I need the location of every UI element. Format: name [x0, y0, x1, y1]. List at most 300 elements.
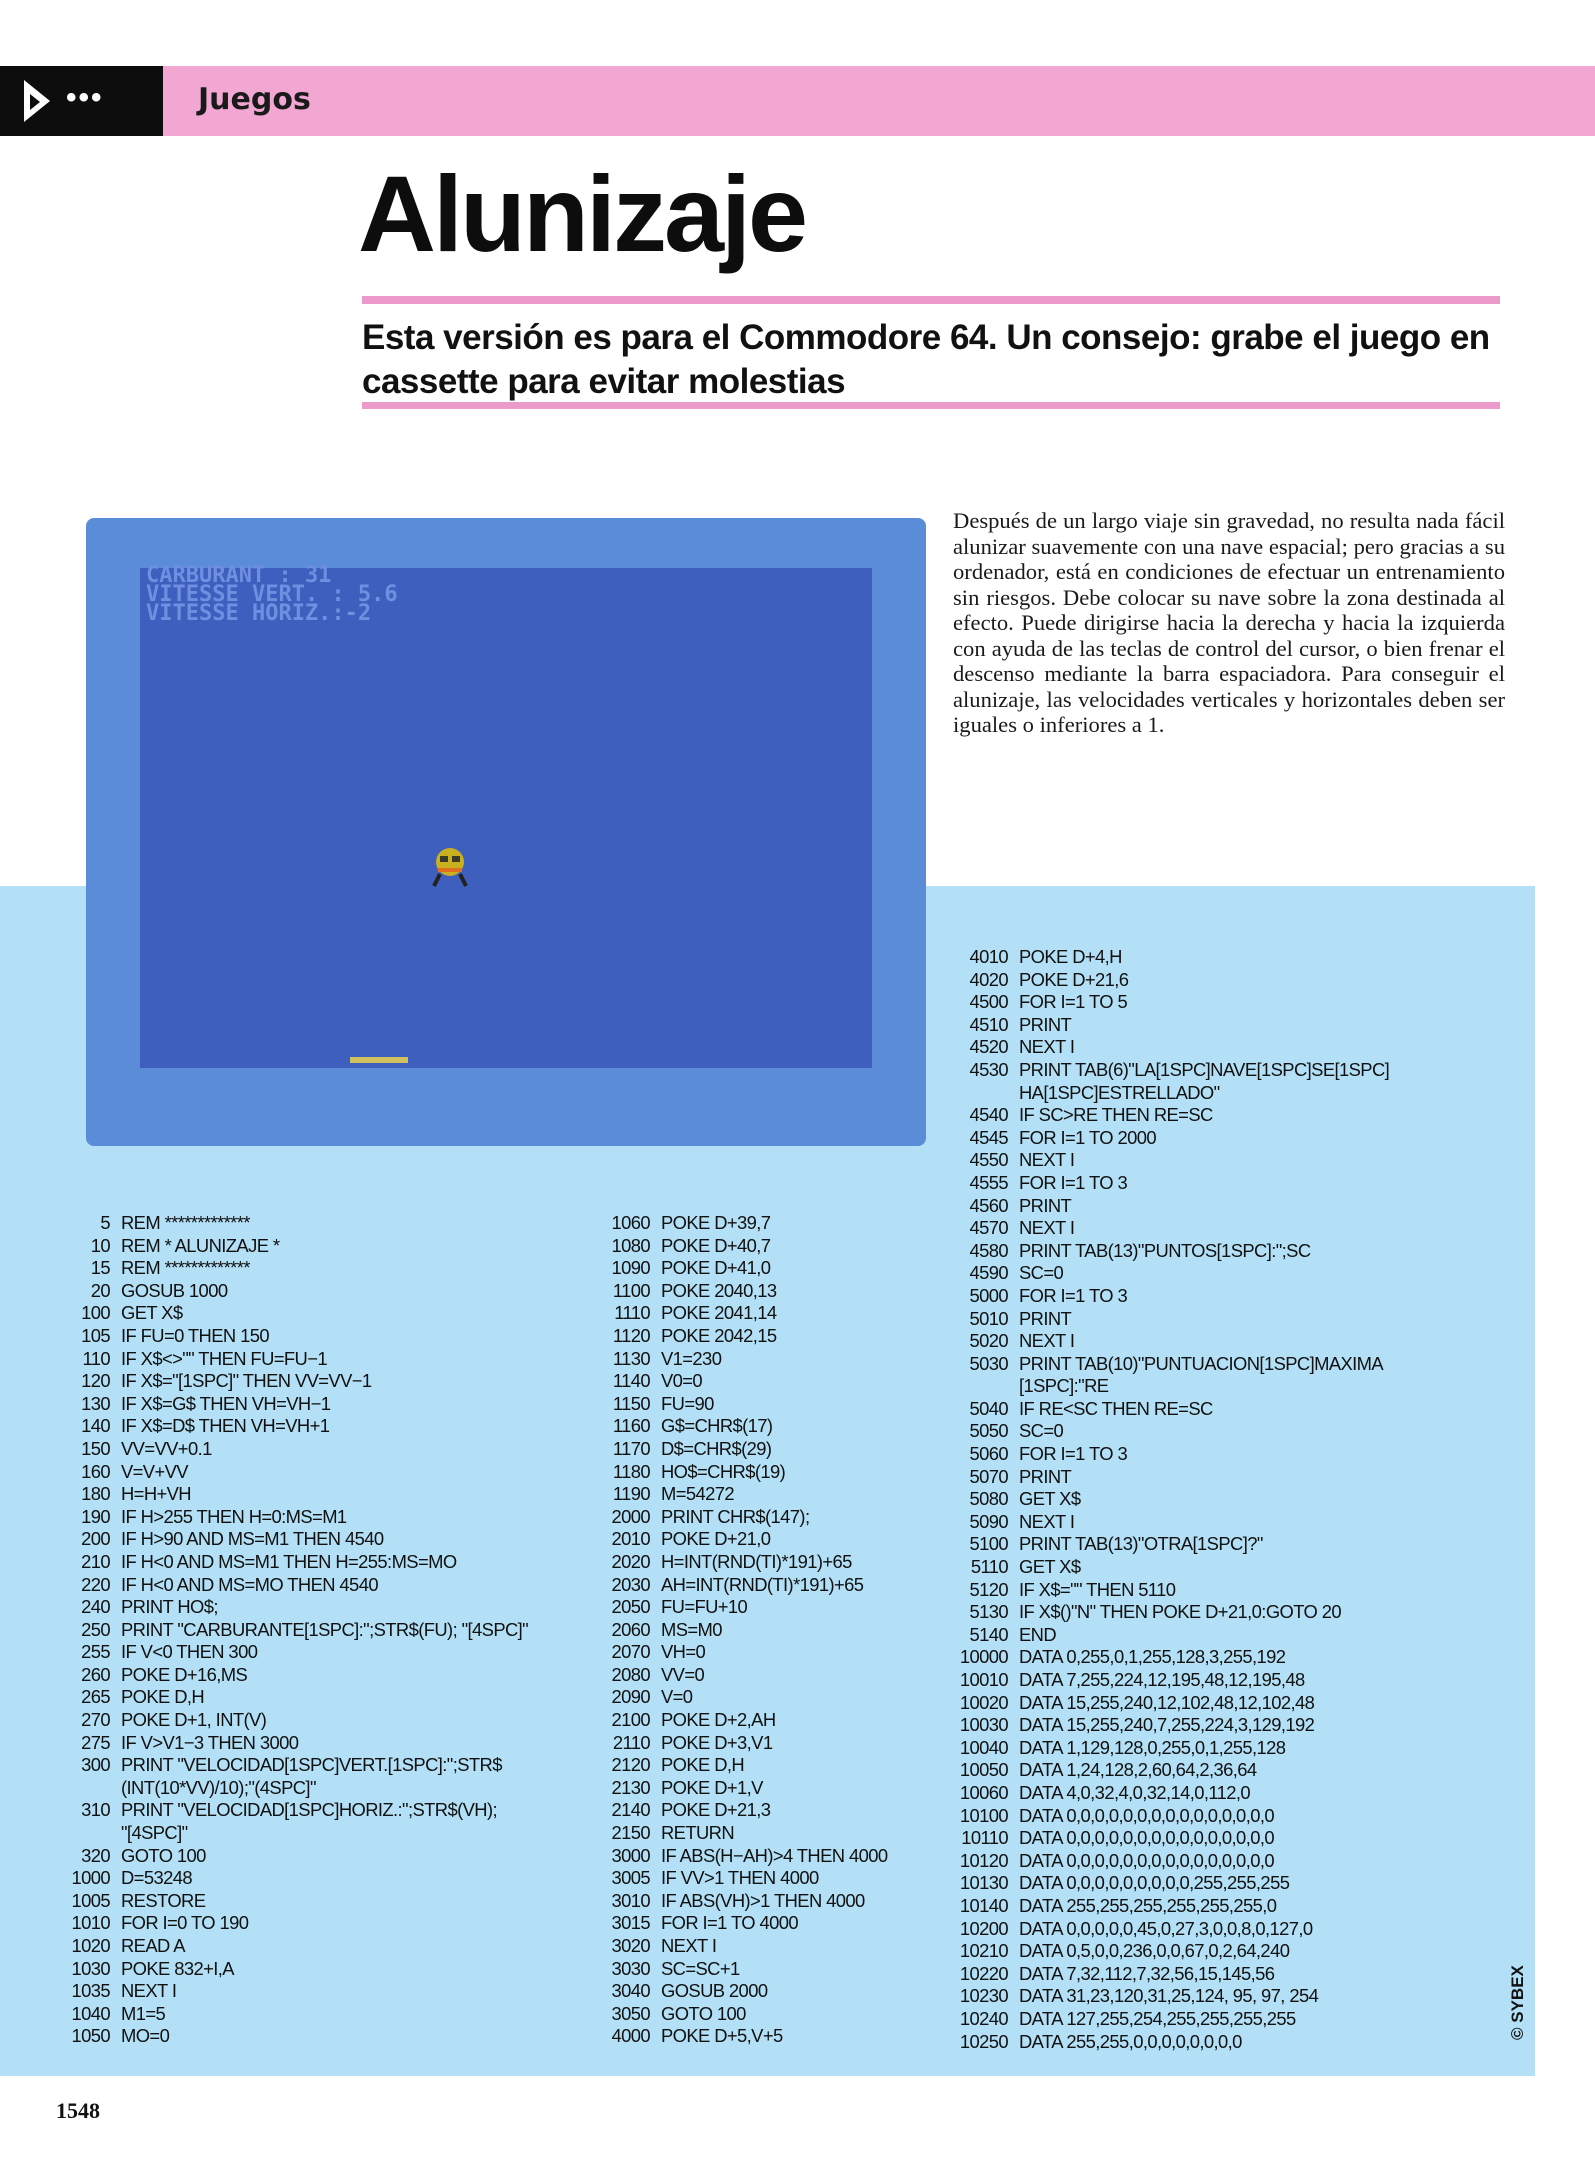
line-code: G$=CHR$(17) — [661, 1415, 773, 1437]
line-number: 10010 — [959, 1669, 1008, 1690]
line-number: 10200 — [959, 1917, 1008, 1939]
line-code: DATA 15,255,240,7,255,224,3,129,192 — [1019, 1714, 1315, 1736]
line-code: PRINT CHR$(147); — [661, 1505, 810, 1527]
code-line — [0, 1714, 1389, 1737]
line-number: 1050 — [71, 2025, 110, 2047]
line-code: POKE D+41,0 — [661, 1257, 771, 1279]
line-code: IF RE<SC THEN RE=SC — [1019, 1397, 1213, 1419]
code-line — [0, 1872, 1389, 1895]
line-number: 10000 — [959, 1646, 1008, 1668]
line-number: 1060 — [611, 1212, 650, 1233]
line-code: SC=0 — [1019, 1262, 1064, 1284]
line-code: NEXT I — [1019, 1036, 1075, 1058]
copyright-note: © SYBEX — [1508, 1965, 1527, 2040]
lander-icon — [426, 842, 474, 890]
line-number: 150 — [81, 1437, 110, 1459]
line-number: 5060 — [969, 1443, 1008, 1465]
line-number: 2140 — [611, 1799, 650, 1821]
line-number: 5 — [100, 1212, 110, 1233]
line-number: 120 — [81, 1370, 110, 1392]
line-code: GET X$ — [121, 1302, 183, 1324]
code-line — [0, 2008, 1389, 2031]
line-code: POKE 2040,13 — [661, 1279, 777, 1301]
line-code: NEXT I — [121, 1980, 177, 2002]
line-code: GOTO 100 — [661, 2002, 746, 2024]
code-line — [0, 1488, 1389, 1511]
line-code: POKE D+21,3 — [661, 1799, 771, 1821]
code-line — [0, 1082, 1389, 1105]
line-code: END — [1019, 1623, 1057, 1645]
line-number: 3030 — [611, 1957, 650, 1979]
line-code: FU=90 — [661, 1392, 714, 1414]
line-code: PRINT TAB(6)"LA[1SPC]NAVE[1SPC]SE[1SPC] — [1019, 1058, 1390, 1080]
code-line — [0, 1104, 1389, 1127]
line-code: DATA 0,255,0,1,255,128,3,255,192 — [1019, 1646, 1286, 1668]
code-line — [0, 1805, 1389, 1828]
article-title: Alunizaje — [358, 153, 806, 274]
line-number: 2100 — [611, 1709, 650, 1731]
line-code: IF VV>1 THEN 4000 — [661, 1867, 819, 1889]
line-number: 4550 — [969, 1149, 1008, 1171]
line-code: PRINT TAB(10)"PUNTUACION[1SPC]MAXIMA — [1019, 1352, 1384, 1374]
line-number: 1040 — [71, 2002, 110, 2024]
line-code: PRINT "CARBURANTE[1SPC]:";STR$(FU); "[4SPC]" — [121, 1618, 529, 1640]
line-number: 220 — [81, 1573, 110, 1595]
line-code: (INT(10*VV)/10);"(4SPC]" — [121, 1776, 316, 1798]
code-line — [0, 1624, 1389, 1647]
line-number: 4545 — [969, 1126, 1008, 1148]
line-code: DATA 7,32,112,7,32,56,15,145,56 — [1019, 1962, 1275, 1984]
line-number: 4560 — [969, 1194, 1008, 1216]
line-number: 4510 — [969, 1013, 1008, 1035]
line-number: 3050 — [611, 2002, 650, 2024]
line-number: 140 — [81, 1415, 110, 1437]
intro-paragraph: Después de un largo viaje sin gravedad, no resulta nada fácil alunizar suavemente con una nave espacial; pero gracias a su ordenador, está en condiciones de efectuar un entrenamiento sin riesgos. Debe colocar su nave sobre la zona destinada al efecto. Puede dirigirse hacia la derecha y hacia la izquierda con ayuda de las teclas de control del cursor, o bien frenar el descenso mediante la barra espaciadora. Para conseguir el alunizaje, las velocidades verticales y horizontales deben ser iguales o inferiores a 1. — [953, 508, 1505, 737]
line-code: MS=M0 — [661, 1618, 722, 1640]
line-code: MO=0 — [121, 2025, 170, 2047]
line-code: NEXT I — [1019, 1149, 1075, 1171]
line-number: 5030 — [969, 1352, 1008, 1374]
line-code: POKE D,H — [661, 1754, 745, 1776]
line-number: 4555 — [969, 1171, 1008, 1193]
code-line — [0, 1240, 1389, 1263]
line-number: 1000 — [71, 1867, 110, 1889]
line-number: 4570 — [969, 1217, 1008, 1239]
line-number: 2030 — [611, 1573, 650, 1595]
line-code: IF ABS(VH)>1 THEN 4000 — [661, 1889, 865, 1911]
line-number: 160 — [81, 1460, 110, 1482]
code-line — [0, 1308, 1389, 1331]
line-number: 2110 — [612, 1731, 650, 1753]
line-number: 1180 — [612, 1460, 650, 1482]
line-number: 2120 — [611, 1754, 650, 1776]
line-code: PRINT — [1019, 1465, 1072, 1487]
line-code: IF X$="[1SPC]" THEN VV=VV−1 — [121, 1370, 372, 1392]
code-line — [0, 1059, 1389, 1082]
code-line — [0, 1330, 1389, 1353]
line-code: DATA 7,255,224,12,195,48,12,195,48 — [1019, 1669, 1305, 1690]
line-code: POKE 2042,15 — [661, 1324, 777, 1346]
line-code: HA[1SPC]ESTRELLADO" — [1019, 1081, 1220, 1103]
line-code: POKE D+21,6 — [1019, 968, 1129, 990]
hud-fuel: CARBURANT : 31 — [146, 563, 332, 588]
line-code: IF SC>RE THEN RE=SC — [1019, 1104, 1213, 1126]
line-code: DATA 255,255,255,255,255,255,0 — [1019, 1894, 1277, 1916]
line-number: 1080 — [611, 1234, 650, 1256]
line-number: 10250 — [959, 2030, 1008, 2052]
line-code: GET X$ — [1019, 1488, 1081, 1510]
code-line — [0, 1285, 1389, 1308]
line-code: V0=0 — [661, 1370, 703, 1392]
line-code: D=53248 — [121, 1867, 192, 1889]
line-code: POKE D+5,V+5 — [661, 2025, 783, 2047]
line-code: FOR I=1 TO 3 — [1019, 1171, 1128, 1193]
line-number: 2060 — [611, 1618, 650, 1640]
code-line — [0, 1556, 1389, 1579]
line-code: IF X$=G$ THEN VH=VH−1 — [121, 1392, 331, 1414]
page-number: 1548 — [56, 2098, 100, 2123]
line-number: 4580 — [969, 1239, 1008, 1261]
line-code: [1SPC]:"RE — [1019, 1375, 1109, 1397]
line-code: IF H>90 AND MS=M1 THEN 4540 — [121, 1528, 384, 1550]
line-number: 5040 — [969, 1397, 1008, 1419]
line-code: PRINT HO$; — [121, 1596, 218, 1618]
line-number: 4500 — [969, 991, 1008, 1013]
line-code: POKE D+21,0 — [661, 1528, 771, 1550]
line-number: 210 — [81, 1550, 110, 1572]
line-code: AH=INT(RND(TI)*191)+65 — [661, 1573, 864, 1595]
line-code: PRINT TAB(13)"OTRA[1SPC]?" — [1019, 1533, 1263, 1555]
line-number: 5070 — [969, 1465, 1008, 1487]
hud-horizontal-speed: VITESSE HORIZ.:-2 — [146, 601, 372, 626]
line-number: 4540 — [969, 1104, 1008, 1126]
line-number: 10130 — [959, 1872, 1008, 1894]
line-code: REM ************* — [121, 1257, 250, 1279]
lander-band — [438, 868, 462, 872]
code-line — [0, 1036, 1389, 1059]
line-code: H=H+VH — [121, 1483, 191, 1505]
line-number: 2050 — [611, 1596, 650, 1618]
code-line — [0, 946, 1389, 969]
line-code: IF V>V1−3 THEN 3000 — [121, 1731, 299, 1753]
line-number: 10120 — [959, 1849, 1008, 1871]
line-code: NEXT I — [1019, 1330, 1075, 1352]
line-number: 5100 — [969, 1533, 1008, 1555]
line-code: V=V+VV — [121, 1460, 188, 1482]
line-code: DATA 255,255,0,0,0,0,0,0,0,0 — [1019, 2030, 1242, 2052]
line-code: DATA 0,0,0,0,0,0,0,0,0,255,255,255 — [1019, 1872, 1290, 1894]
line-code: POKE D+1, INT(V) — [121, 1709, 267, 1731]
arrow-icon-notch — [30, 94, 40, 110]
line-number: 15 — [90, 1257, 110, 1279]
line-number: 10220 — [959, 1962, 1008, 1984]
line-code: VV=0 — [661, 1663, 705, 1685]
code-line — [0, 1963, 1389, 1986]
line-code: DATA 0,5,0,0,236,0,0,67,0,2,64,240 — [1019, 1940, 1290, 1962]
line-number: 4590 — [969, 1262, 1008, 1284]
line-code: FOR I=1 TO 5 — [1019, 991, 1128, 1013]
line-code: IF H<0 AND MS=M1 THEN H=255:MS=MO — [121, 1550, 457, 1572]
listing-column-3 — [0, 946, 1389, 2053]
line-number: 5000 — [969, 1284, 1008, 1306]
line-code: DATA 0,0,0,0,0,0,0,0,0,0,0,0,0,0,0 — [1019, 1804, 1274, 1826]
line-number: 1160 — [612, 1415, 650, 1437]
line-number: 4010 — [969, 946, 1008, 967]
line-code: IF X$=D$ THEN VH=VH+1 — [121, 1415, 330, 1437]
line-code: PRINT "VELOCIDAD[1SPC]VERT.[1SPC]:";STR$ — [121, 1754, 502, 1776]
line-number: 5090 — [969, 1510, 1008, 1532]
line-code: POKE D+4,H — [1019, 946, 1122, 967]
code-line — [0, 1692, 1389, 1715]
line-number: 255 — [81, 1641, 110, 1663]
line-number: 1030 — [71, 1957, 110, 1979]
line-code: PRINT — [1019, 1307, 1072, 1329]
line-code: RESTORE — [121, 1889, 206, 1911]
line-number: 10030 — [959, 1714, 1008, 1736]
line-number: 10050 — [959, 1759, 1008, 1781]
line-number: 240 — [81, 1596, 110, 1618]
line-number: 180 — [81, 1483, 110, 1505]
lander-window-left — [440, 856, 448, 862]
code-line — [0, 1918, 1389, 1941]
line-number: 3015 — [611, 1912, 650, 1934]
line-number: 190 — [81, 1505, 110, 1527]
code-line — [0, 1172, 1389, 1195]
line-number: 3040 — [611, 1980, 650, 2002]
code-line — [0, 1262, 1389, 1285]
line-number: 4520 — [969, 1036, 1008, 1058]
line-number: 3005 — [611, 1867, 650, 1889]
line-code: PRINT — [1019, 1013, 1072, 1035]
line-number: 1090 — [611, 1257, 650, 1279]
code-line — [0, 1669, 1389, 1692]
line-number: 10020 — [959, 1691, 1008, 1713]
line-number: 4530 — [969, 1058, 1008, 1080]
line-code: GET X$ — [1019, 1556, 1081, 1578]
line-number: 1010 — [71, 1912, 110, 1934]
line-code: VV=VV+0.1 — [121, 1437, 212, 1459]
line-number: 2000 — [611, 1505, 650, 1527]
line-number: 265 — [81, 1686, 110, 1708]
line-code: FOR I=1 TO 3 — [1019, 1443, 1128, 1465]
line-code: PRINT — [1019, 1194, 1072, 1216]
line-number: 105 — [81, 1324, 110, 1346]
line-number: 1130 — [612, 1347, 650, 1369]
line-code: POKE 2041,14 — [661, 1302, 777, 1324]
line-number: 1005 — [71, 1889, 110, 1911]
line-number: 110 — [82, 1347, 110, 1369]
line-number: 10 — [90, 1234, 110, 1256]
line-number: 300 — [81, 1754, 110, 1776]
line-code: DATA 0,0,0,0,0,0,0,0,0,0,0,0,0,0,0 — [1019, 1849, 1274, 1871]
line-code: HO$=CHR$(19) — [661, 1460, 786, 1482]
line-number: 100 — [81, 1302, 110, 1324]
line-code: GOSUB 1000 — [121, 1279, 228, 1301]
line-code: NEXT I — [1019, 1217, 1075, 1239]
line-number: 2010 — [611, 1528, 650, 1550]
line-number: 2080 — [611, 1663, 650, 1685]
title-rule-bottom — [362, 402, 1500, 409]
line-code: GOSUB 2000 — [661, 1980, 768, 2002]
code-line — [0, 1850, 1389, 1873]
line-code: POKE D+16,MS — [121, 1663, 248, 1685]
line-code: POKE D+2,AH — [661, 1709, 776, 1731]
code-line — [0, 1601, 1389, 1624]
line-number: 2090 — [611, 1686, 650, 1708]
line-number: 130 — [81, 1392, 110, 1414]
line-number: 10060 — [959, 1781, 1008, 1803]
line-number: 3010 — [611, 1889, 650, 1911]
code-line — [0, 1579, 1389, 1602]
line-code: DATA 31,23,120,31,25,124, 95, 97, 254 — [1019, 1985, 1319, 2007]
line-number: 275 — [81, 1731, 110, 1753]
code-line — [0, 1646, 1389, 1669]
line-code: FOR I=1 TO 2000 — [1019, 1126, 1157, 1148]
code-line — [0, 2031, 1389, 2054]
article-subtitle: Esta versión es para el Commodore 64. Un consejo: grabe el juego en cassette para evitar molestias — [362, 318, 1490, 401]
line-number: 2130 — [611, 1776, 650, 1798]
line-number: 1035 — [71, 1980, 110, 2002]
line-number: 1150 — [612, 1392, 650, 1414]
line-code: READ A — [121, 1935, 185, 1956]
line-code: POKE D+1,V — [661, 1776, 763, 1798]
hud-vertical-speed: VITESSE VERT. : 5.6 — [146, 582, 398, 607]
line-code: M=54272 — [661, 1483, 734, 1505]
code-line — [0, 1737, 1389, 1760]
line-number: 3000 — [611, 1844, 650, 1866]
tab-dots: ••• — [66, 81, 104, 114]
line-code: DATA 4,0,32,4,0,32,14,0,112,0 — [1019, 1781, 1251, 1803]
code-line — [0, 1895, 1389, 1918]
line-code: "[4SPC]" — [121, 1822, 188, 1844]
code-line — [0, 1127, 1389, 1150]
line-code: POKE D+40,7 — [661, 1234, 771, 1256]
line-code: IF X$()"N" THEN POKE D+21,0:GOTO 20 — [1019, 1601, 1342, 1623]
line-number: 3020 — [611, 1935, 650, 1956]
title-rule-top — [362, 296, 1500, 304]
code-line — [0, 1466, 1389, 1489]
line-code: FOR I=1 TO 3 — [1019, 1284, 1128, 1306]
code-line — [0, 1353, 1389, 1376]
line-number: 2150 — [611, 1822, 650, 1844]
line-code: IF V<0 THEN 300 — [121, 1641, 258, 1663]
screenshot-hud — [146, 563, 398, 626]
line-code: V1=230 — [661, 1347, 722, 1369]
line-code: FU=FU+10 — [661, 1596, 748, 1618]
line-number: 1190 — [612, 1483, 650, 1505]
code-line — [0, 969, 1389, 992]
line-code: DATA 127,255,254,255,255,255,255 — [1019, 2007, 1296, 2029]
line-number: 5080 — [969, 1488, 1008, 1510]
line-number: 1120 — [612, 1324, 650, 1346]
line-number: 250 — [81, 1618, 110, 1640]
line-code: IF X$="" THEN 5110 — [1019, 1578, 1176, 1600]
line-number: 320 — [81, 1844, 110, 1866]
line-code: DATA 1,24,128,2,60,64,2,36,64 — [1019, 1759, 1257, 1781]
line-number: 4000 — [611, 2025, 650, 2047]
code-line — [0, 1420, 1389, 1443]
line-number: 1140 — [612, 1370, 650, 1392]
line-number: 310 — [81, 1799, 110, 1821]
line-number: 2020 — [611, 1550, 650, 1572]
code-line — [0, 1398, 1389, 1421]
code-line — [0, 1759, 1389, 1782]
line-number: 200 — [81, 1528, 110, 1550]
line-number: 2070 — [611, 1641, 650, 1663]
line-code: IF X$<>"" THEN FU=FU−1 — [121, 1347, 327, 1369]
code-line — [0, 1014, 1389, 1037]
code-line — [0, 1533, 1389, 1556]
code-line — [0, 1443, 1389, 1466]
line-number: 270 — [81, 1709, 110, 1731]
line-code: H=INT(RND(TI)*191)+65 — [661, 1550, 852, 1572]
line-code: POKE D,H — [121, 1686, 205, 1708]
line-code: POKE D+39,7 — [661, 1212, 771, 1233]
code-line — [0, 1217, 1389, 1240]
line-number: 5140 — [969, 1623, 1008, 1645]
line-code: FOR I=1 TO 4000 — [661, 1912, 799, 1934]
line-number: 10240 — [959, 2007, 1008, 2029]
line-code: NEXT I — [661, 1935, 717, 1956]
line-code: VH=0 — [661, 1641, 706, 1663]
line-number: 1110 — [614, 1302, 650, 1324]
line-number: 5130 — [969, 1601, 1008, 1623]
line-number: 5120 — [969, 1578, 1008, 1600]
line-code: DATA 0,0,0,0,0,45,0,27,3,0,0,8,0,127,0 — [1019, 1917, 1313, 1939]
line-number: 1100 — [612, 1279, 650, 1301]
section-tab — [0, 66, 163, 136]
line-number: 10140 — [959, 1894, 1008, 1916]
line-code: DATA 15,255,240,12,102,48,12,102,48 — [1019, 1691, 1315, 1713]
code-line — [0, 1940, 1389, 1963]
line-number: 5020 — [969, 1330, 1008, 1352]
line-code: REM ************* — [121, 1212, 250, 1233]
line-number: 5050 — [969, 1420, 1008, 1442]
code-line — [0, 1782, 1389, 1805]
line-number: 260 — [81, 1663, 110, 1685]
line-code: IF H>255 THEN H=0:MS=M1 — [121, 1505, 347, 1527]
line-code: GOTO 100 — [121, 1844, 206, 1866]
line-number: 1170 — [612, 1437, 650, 1459]
line-code: DATA 0,0,0,0,0,0,0,0,0,0,0,0,0,0,0 — [1019, 1827, 1274, 1849]
lander-leg-left — [434, 874, 440, 886]
line-code: RETURN — [661, 1822, 735, 1844]
line-code: NEXT I — [1019, 1510, 1075, 1532]
line-code: PRINT "VELOCIDAD[1SPC]HORIZ.:";STR$(VH); — [121, 1799, 498, 1821]
line-code: POKE D+3,V1 — [661, 1731, 773, 1753]
code-line — [0, 1985, 1389, 2008]
code-line — [0, 1375, 1389, 1398]
line-number: 5110 — [970, 1556, 1008, 1578]
code-line — [0, 1195, 1389, 1218]
line-code: PRINT TAB(13)"PUNTOS[1SPC]:";SC — [1019, 1239, 1311, 1261]
line-code: D$=CHR$(29) — [661, 1437, 772, 1459]
code-line — [0, 991, 1389, 1014]
line-number: 1020 — [71, 1935, 110, 1956]
line-number: 5010 — [969, 1307, 1008, 1329]
line-number: 10040 — [959, 1736, 1008, 1758]
section-label: Juegos — [198, 82, 311, 117]
line-number: 4020 — [969, 968, 1008, 990]
code-line — [0, 1149, 1389, 1172]
line-code: REM * ALUNIZAJE * — [121, 1234, 280, 1256]
line-code: SC=SC+1 — [661, 1957, 740, 1979]
line-number: 10210 — [959, 1940, 1008, 1962]
line-number: 10100 — [959, 1804, 1008, 1826]
line-code: DATA 1,129,128,0,255,0,1,255,128 — [1019, 1736, 1286, 1758]
line-code: IF ABS(H−AH)>4 THEN 4000 — [661, 1844, 888, 1866]
lander-leg-right — [460, 874, 466, 886]
